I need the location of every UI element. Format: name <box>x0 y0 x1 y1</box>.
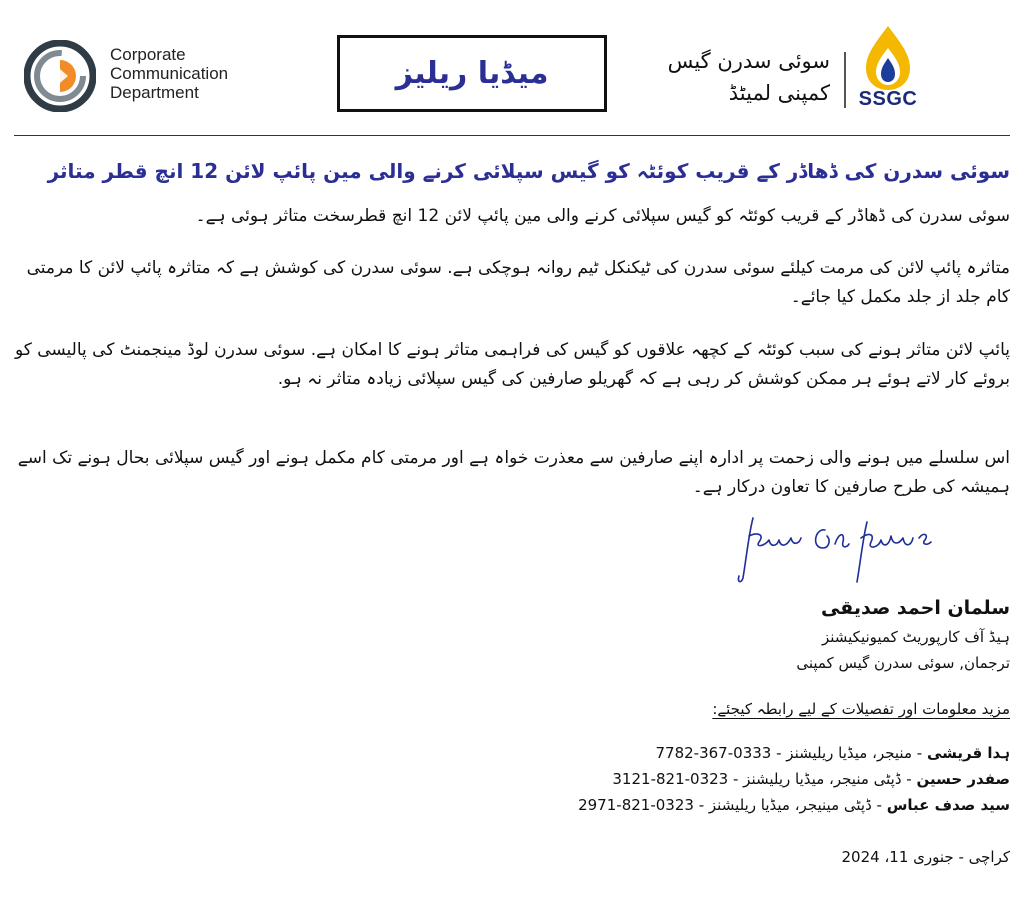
contact-role: - ڈپٹی مینیجر، میڈیا ریلیشنز - <box>693 796 887 814</box>
ccd-line-2: Communication <box>110 64 229 83</box>
paragraph-2: متاثرہ پائپ لائن کی مرمت کیلئے سوئی سدرن کی ٹیکنکل ٹیم روانہ ہوچکی ہے. سوئی سدرن کی کوشش ہے کہ متاثرہ پائپ لائن کا مرمتی کام جلد از جلد مکمل کیا جائے۔ <box>26 258 1010 307</box>
signatory-title: ہیڈ آف کارپوریٹ کمیونیکیشنز <box>821 628 1010 646</box>
ccd-line-1: Corporate <box>110 45 186 64</box>
ccd-line-3: Department <box>110 83 199 102</box>
handwritten-signature <box>735 508 935 590</box>
ccd-logo-icon <box>24 40 96 112</box>
contact-role: - ڈپٹی منیجر، میڈیا ریلیشنز - <box>728 770 917 788</box>
signatory-name: سلمان احمد صدیقی <box>820 597 1010 619</box>
contact-row <box>400 766 1010 792</box>
paragraph-1: سوئی سدرن کی ڈھاڈر کے قریب کوئٹہ کو گیس سپلائی کرنے والی مین پائپ لائن 12 انچ قطرسخت متاثر ہوئی ہے۔ <box>195 206 1010 226</box>
contact-row <box>400 792 1010 818</box>
ssgc-urdu-name <box>650 45 830 109</box>
paragraph-4: اس سلسلے میں ہونے والی زحمت پر ادارہ اپنے صارفین سے معذرت خواہ ہے اور مرمتی کام مکمل ہونے اور گیس سپلائی بحال ہونے تک اسے ہمیشہ کی طرح صارفین کا تعاون درکار ہے۔ <box>17 448 1010 497</box>
ccd-logo-text <box>110 45 255 102</box>
ssgc-urdu-line-1: سوئی سدرن گیس <box>667 49 830 73</box>
contact-heading-text: مزید معلومات اور تفصیلات کے لیے رابطہ کیجئے: <box>712 700 1010 718</box>
signatory-organization: ترجمان, سوئی سدرن گیس کمپنی <box>796 654 1010 672</box>
media-release-title: میڈیا ریلیز <box>395 56 549 91</box>
contact-phone: 0333-367-7782 <box>655 744 772 762</box>
contact-name: سید صدف عباس <box>886 796 1010 814</box>
contact-row <box>400 740 1010 766</box>
ssgc-flame-icon <box>860 24 916 94</box>
contact-heading <box>560 696 1010 722</box>
contact-role: - منیجر، میڈیا ریلیشنز - <box>771 744 927 762</box>
headline: سوئی سدرن کی ڈھاڈر کے قریب کوئٹہ کو گیس سپلائی کرنے والی مین پائپ لائن 12 انچ قطر متاثر <box>47 159 1010 183</box>
contact-phone: 0323-821-3121 <box>612 770 729 788</box>
ssgc-wordmark: SSGC <box>858 88 918 110</box>
header-divider <box>14 135 1010 136</box>
contact-name: صفدر حسین <box>916 770 1010 788</box>
paragraph-3: پائپ لائن متاثر ہونے کی سبب کوئٹہ کے کچھہ علاقوں کو گیس کی فراہمی متاثر ہونے کا امکان ہے. سوئی سدرن لوڈ مینجمنٹ کی پالیسی کو بروئے کار لاتے ہوئے ہر ممکن کوشش کر رہی ہے کہ گھریلو صارفین کی گیس سپلائی زیادہ متاثر نہ ہو. <box>14 340 1010 389</box>
contact-name: ہدا قریشی <box>926 744 1010 762</box>
ssgc-urdu-line-2: کمپنی لمیٹڈ <box>728 81 830 105</box>
logo-divider <box>844 52 846 108</box>
media-release-box <box>337 35 607 112</box>
dateline: کراچی - جنوری 11، 2024 <box>841 848 1010 866</box>
contact-phone: 0323-821-2971 <box>578 796 694 814</box>
